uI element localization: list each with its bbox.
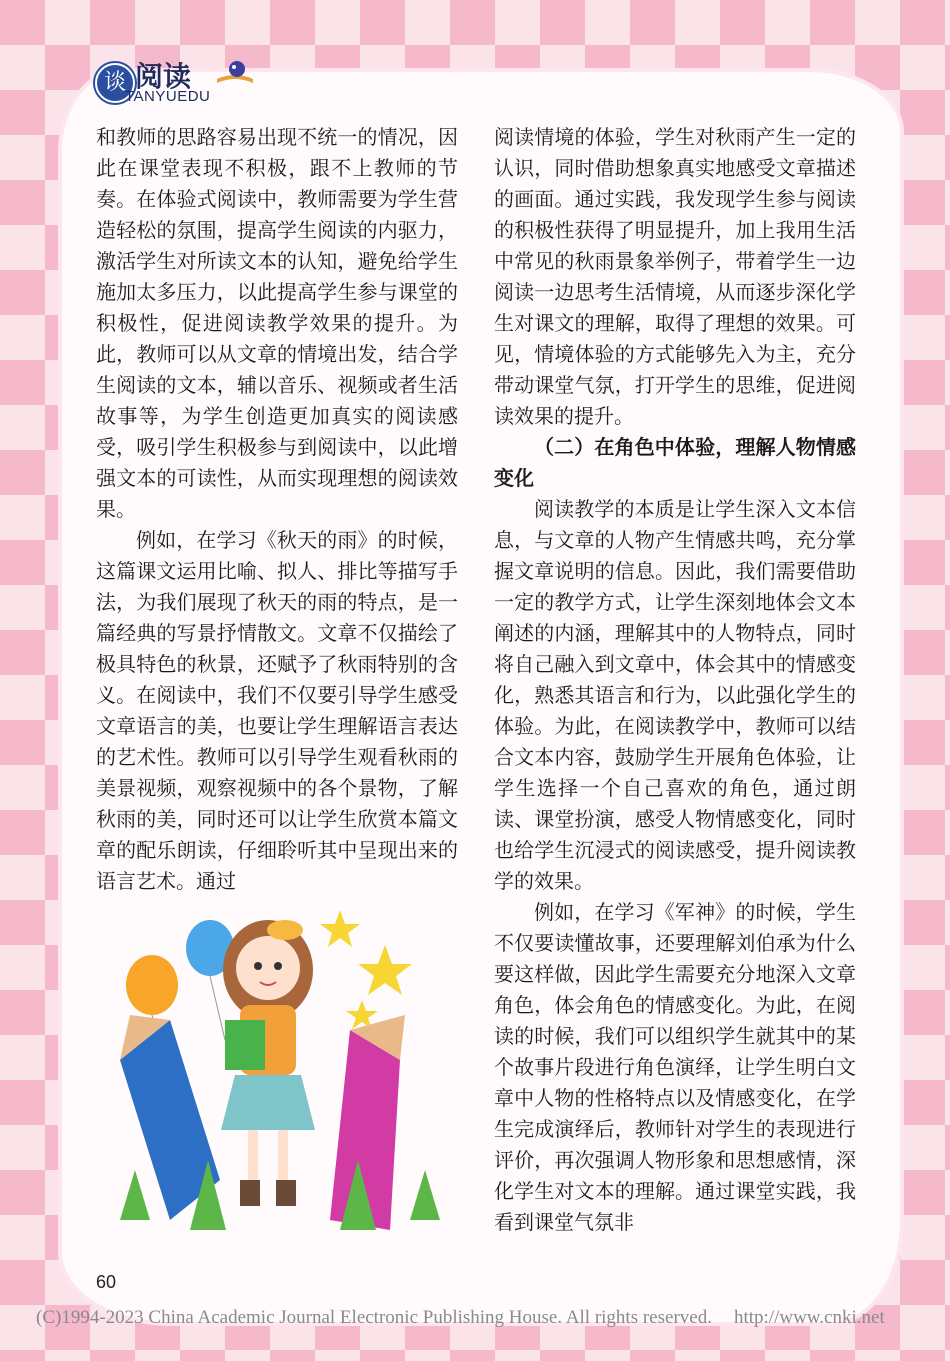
paragraph: 阅读教学的本质是让学生深入文本信息，与文章的人物产生情感共鸣，充分掌握文章说明的信息。因此，我们需要借助一定的教学方式，让学生深刻地体会文本阐述的内涵，理解其中的人物特点，同时将自己融入到文章中，体会其中的情感变化，熟悉其语言和行为，以此强化学生的体验。为此，在阅读教学中，教师可以结合文本内容，鼓励学生开展角色体验，让学生选择一个自己喜欢的角色，通过朗读、课堂扮演，感受人物情感变化，同时也给学生沉浸式的阅读感受，提升阅读教学的效果。 (494, 497, 856, 893)
logo-subtitle: TANYUEDU (125, 88, 211, 105)
copyright-footer (36, 1307, 885, 1329)
paragraph: 例如，在学习《军神》的时候，学生不仅要读懂故事，还要理解刘伯承为什么要这样做，因此学生需要充分地深入文章角色，体会角色的情感变化。为此，在阅读的时候，我们可以组织学生就其中的某个故事片段进行角色演绎，让学生明白文章中人物的性格特点以及情感变化，在学生完成演绎后，教师针对学生的表现进行评价，再次强调人物形象和思想感情，深化学生对文本的理解。通过课堂实践，我看到课堂气氛非 (494, 900, 856, 1234)
paragraph: 阅读情境的体验，学生对秋雨产生一定的认识，同时借助想象真实地感受文章描述的画面。通过实践，我发现学生参与阅读的积极性获得了明显提升，加上我用生活中常见的秋雨景象举例子，带着学生一边阅读一边思考生活情境，从而逐步深化学生对课文的理解，取得了理想的效果。可见，情境体验的方式能够先入为主，充分带动课堂气氛，打开学生的思维，促进阅读效果的提升。 (494, 125, 856, 428)
right-column (494, 122, 856, 1238)
book-icon (215, 59, 255, 85)
left-column (96, 122, 458, 897)
paragraph: 和教师的思路容易出现不统一的情况，因此在课堂表现不积极，跟不上教师的节奏。在体验式阅读中，教师需要为学生营造轻松的氛围，提高学生阅读的内驱力，激活学生对所读文本的认知，避免给学生施加太多压力，以此提高学生参与课堂的积极性，促进阅读教学效果的提升。为此，教师可以从文章的情境出发，结合学生阅读的文本，辅以音乐、视频或者生活故事等，为学生创造更加真实的阅读感受，吸引学生积极参与到阅读中，以此增强文本的可读性，从而实现理想的阅读效果。 (96, 125, 458, 521)
magazine-logo (95, 55, 255, 110)
page-number: 60 (96, 1272, 117, 1292)
logo-name: 阅读 (135, 60, 192, 93)
paragraph: 例如，在学习《秋天的雨》的时候，这篇课文运用比喻、拟人、排比等描写手法，为我们展现了秋天的雨的特点，是一篇经典的写景抒情散文。文章不仅描绘了极具特色的秋景，还赋予了秋雨特别的含义。在阅读中，我们不仅要引导学生感受文章语言的美，也要让学生理解语言表达的艺术性。教师可以引导学生观看秋雨的美景视频，观察视频中的各个景物，了解秋雨的美，同时还可以让学生欣赏本篇文章的配乐朗读，仔细聆听其中呈现出来的语言艺术。通过 (96, 528, 458, 893)
girl-with-pencils-illustration (100, 890, 460, 1240)
cnki-link[interactable]: http://www.cnki.net (733, 1307, 885, 1328)
copyright-text: (C)1994-2023 China Academic Journal Electronic Publishing House. All rights reserved. (36, 1307, 712, 1328)
section-heading: （二）在角色中体验，理解人物情感变化 (494, 435, 856, 490)
logo-badge: 谈 (95, 63, 135, 103)
